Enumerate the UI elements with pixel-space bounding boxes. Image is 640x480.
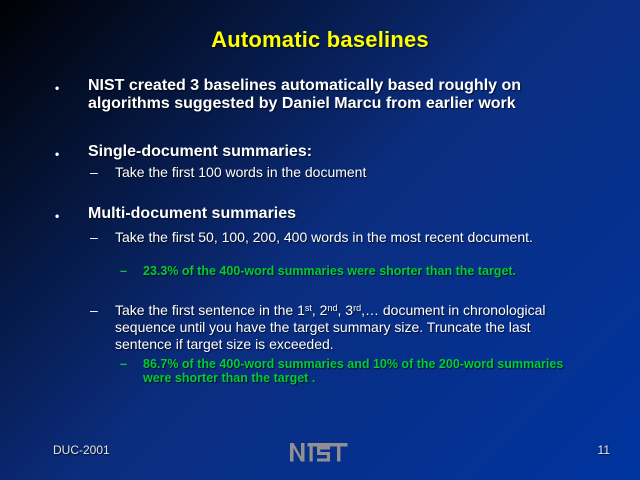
dash-marker: –: [90, 164, 98, 180]
dash-marker: –: [90, 302, 98, 318]
logo-letter-t: [337, 447, 340, 462]
dash-marker: –: [120, 357, 127, 371]
bullet-marker: •: [55, 81, 60, 95]
note-867-shorter: [120, 357, 570, 385]
dash-marker: –: [90, 229, 98, 245]
bullet-item-nist-baselines: [55, 77, 560, 113]
bullet-text: Single-document summaries:: [88, 143, 313, 160]
dash-marker: –: [120, 264, 127, 278]
logo-top-bar: [308, 443, 348, 447]
bullet-item-multi-document: [55, 205, 560, 225]
sub-bullet-text: Take the first sentence in the 1st, 2nd, 3rd,… document in chronological sequence until you have the target summary size. Truncate the last sentence if target size is exceeded.: [115, 302, 546, 352]
slide-title: Automatic baselines: [211, 27, 429, 52]
nist-logo: [288, 440, 350, 464]
bullet-marker: •: [55, 147, 60, 161]
sub-bullet-first-sentence: [90, 302, 582, 353]
bullet-marker: •: [55, 209, 60, 223]
page-number: 11: [597, 443, 610, 457]
note-text: 23.3% of the 400-word summaries were shorter than the target.: [143, 264, 517, 278]
sub-bullet-first-100-words: [90, 164, 560, 181]
note-text: 86.7% of the 400-word summaries and 10% of the 200-word summaries were shorter than the target .: [143, 357, 564, 385]
footer-conference-label: DUC-2001: [53, 443, 110, 457]
sub-bullet-first-words-recent: [90, 229, 548, 246]
logo-letter-n: [290, 443, 305, 462]
sub-bullet-text: Take the first 100 words in the document: [115, 164, 367, 180]
bullet-text: NIST created 3 baselines automatically based roughly on algorithms suggested by Daniel Marcu from earlier work: [88, 77, 522, 112]
bullet-text: Multi-document summaries: [88, 205, 297, 222]
bullet-item-single-document: [55, 143, 560, 163]
logo-letter-i: [310, 447, 313, 462]
sub-bullet-text: Take the first 50, 100, 200, 400 words in the most recent document.: [115, 229, 533, 245]
note-400-word-shorter: [120, 264, 585, 278]
